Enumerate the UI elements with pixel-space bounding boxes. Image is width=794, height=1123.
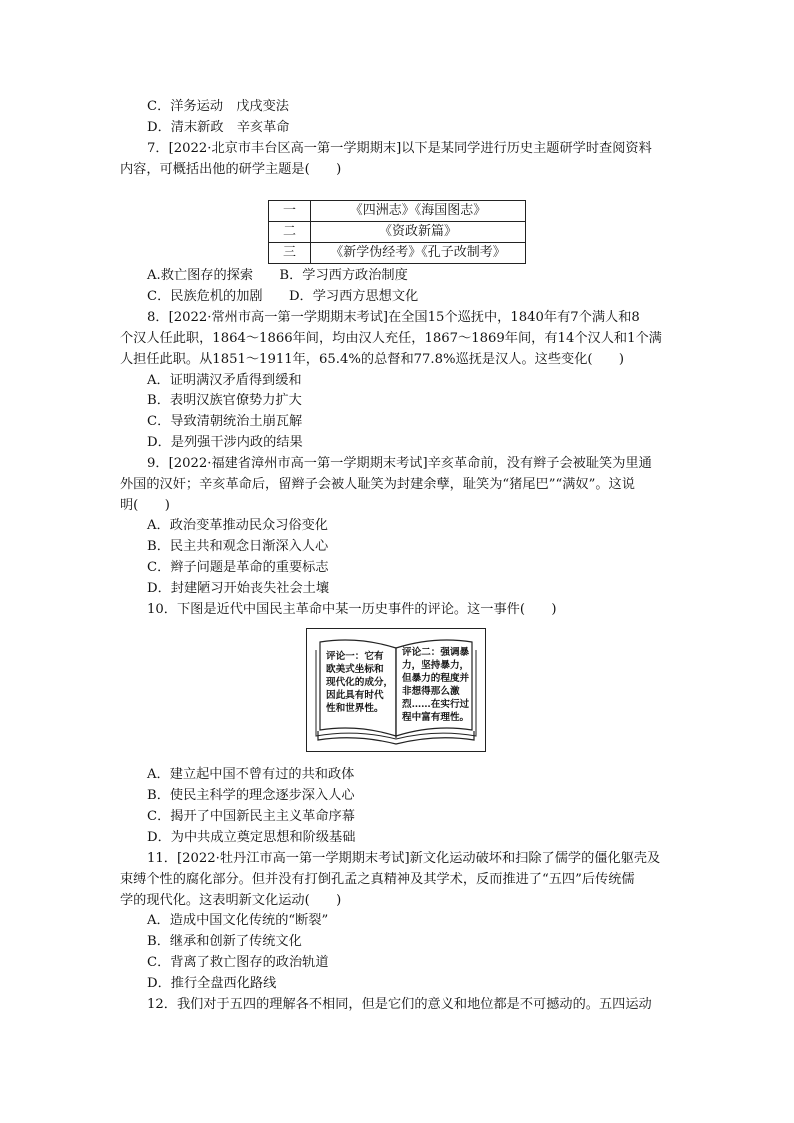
open-book-figure (306, 628, 486, 752)
q7-options-ab: A.救亡图存的探索 B．学习西方政治制度 (147, 268, 408, 283)
q8-option-c: C．导致清朝统治土崩瓦解 (147, 414, 303, 429)
q6-option-d: D．清末新政 辛亥革命 (147, 120, 290, 135)
q8-option-b: B．表明汉族官僚势力扩大 (147, 393, 302, 408)
table-cell-num: 二 (269, 222, 311, 243)
book-right-page-text: 评论二：强调暴 力，坚持暴力， 但暴力的程度并 非想得那么激 烈……在实行过 程中富有理性。 (402, 647, 470, 723)
table-cell-content: 《资政新篇》 (311, 222, 526, 243)
table-cell-num: 一 (269, 201, 311, 222)
q9-option-b: B．民主共和观念日渐深入人心 (147, 539, 329, 554)
q7-stem-line-1: 7．[2022·北京市丰台区高一第一学期期末]以下是某同学进行历史主题研学时查阅资料 (147, 141, 652, 156)
book-left-page-text: 评论一：它有 欧美式坐标和 现代化的成分， 因此具有时代 性和世界性。 (326, 651, 394, 714)
q11-option-a: A．造成中国文化传统的“断裂” (147, 913, 329, 928)
q9-stem-line-3: 明( ) (120, 498, 170, 513)
q9-stem-line-2: 外国的汉奸；辛亥革命后，留辫子会被人耻笑为封建余孽，耻笑为“猪尾巴”“满奴”。这说 (120, 477, 635, 492)
q7-stem-line-2: 内容，可概括出他的研学主题是( ) (120, 162, 342, 177)
table-cell-content: 《四洲志》《海国图志》 (311, 201, 526, 222)
q9-option-c: C．辫子问题是革命的重要标志 (147, 560, 329, 575)
q9-option-a: A．政治变革推动民众习俗变化 (147, 518, 328, 533)
q7-options-cd: C．民族危机的加剧 D．学习西方思想文化 (147, 289, 419, 304)
q10-stem: 10．下图是近代中国民主革命中某一历史事件的评论。这一事件( ) (147, 602, 557, 617)
q11-stem-line-3: 学的现代化。这表明新文化运动( ) (120, 893, 342, 908)
q10-option-d: D．为中共成立奠定思想和阶级基础 (147, 830, 356, 845)
q9-stem-line-1: 9．[2022·福建省漳州市高一第一学期期末考试]辛亥革命前，没有辫子会被耻笑为里通 (147, 456, 652, 471)
table-row (269, 243, 526, 264)
table-row (269, 222, 526, 243)
q10-option-c: C．揭开了中国新民主主义革命序幕 (147, 809, 355, 824)
q7-source-table (268, 200, 526, 264)
q11-stem-line-1: 11．[2022·牡丹江市高一第一学期期末考试]新文化运动破坏和扫除了儒学的僵化躯壳及 (147, 851, 661, 866)
q8-stem-line-1: 8．[2022·常州市高一第一学期期末考试]在全国15个巡抚中，1840年有7个满人和8 (147, 310, 640, 325)
q9-option-d: D．封建陋习开始丧失社会土壤 (147, 581, 330, 596)
q8-option-d: D．是列强干涉内政的结果 (147, 435, 303, 450)
table-cell-content: 《新学伪经考》《孔子改制考》 (311, 243, 526, 264)
q10-option-b: B．使民主科学的理念逐步深入人心 (147, 788, 355, 803)
q8-option-a: A．证明满汉矛盾得到缓和 (147, 373, 302, 388)
q11-option-b: B．继承和创新了传统文化 (147, 934, 302, 949)
q10-option-a: A．建立起中国不曾有过的共和政体 (147, 767, 355, 782)
q6-option-c: C．洋务运动 戊戌变法 (147, 99, 289, 114)
table-cell-num: 三 (269, 243, 311, 264)
q11-option-c: C．背离了救亡图存的政治轨道 (147, 955, 329, 970)
q12-stem-line-1: 12．我们对于五四的理解各不相同，但是它们的意义和地位都是不可撼动的。五四运动 (147, 997, 652, 1012)
table-row (269, 201, 526, 222)
q8-stem-line-3: 人担任此职。从1851～1911年，65.4%的总督和77.8%巡抚是汉人。这些变化( ) (120, 352, 625, 367)
q11-stem-line-2: 束缚个性的腐化部分。但并没有打倒孔孟之真精神及其学术，反而推进了“五四”后传统儒 (120, 872, 635, 887)
q8-stem-line-2: 个汉人任此职，1864～1866年间，均由汉人充任，1867～1869年间，有14个汉人和1个满 (120, 331, 662, 346)
q11-option-d: D．推行全盘西化路线 (147, 976, 277, 991)
